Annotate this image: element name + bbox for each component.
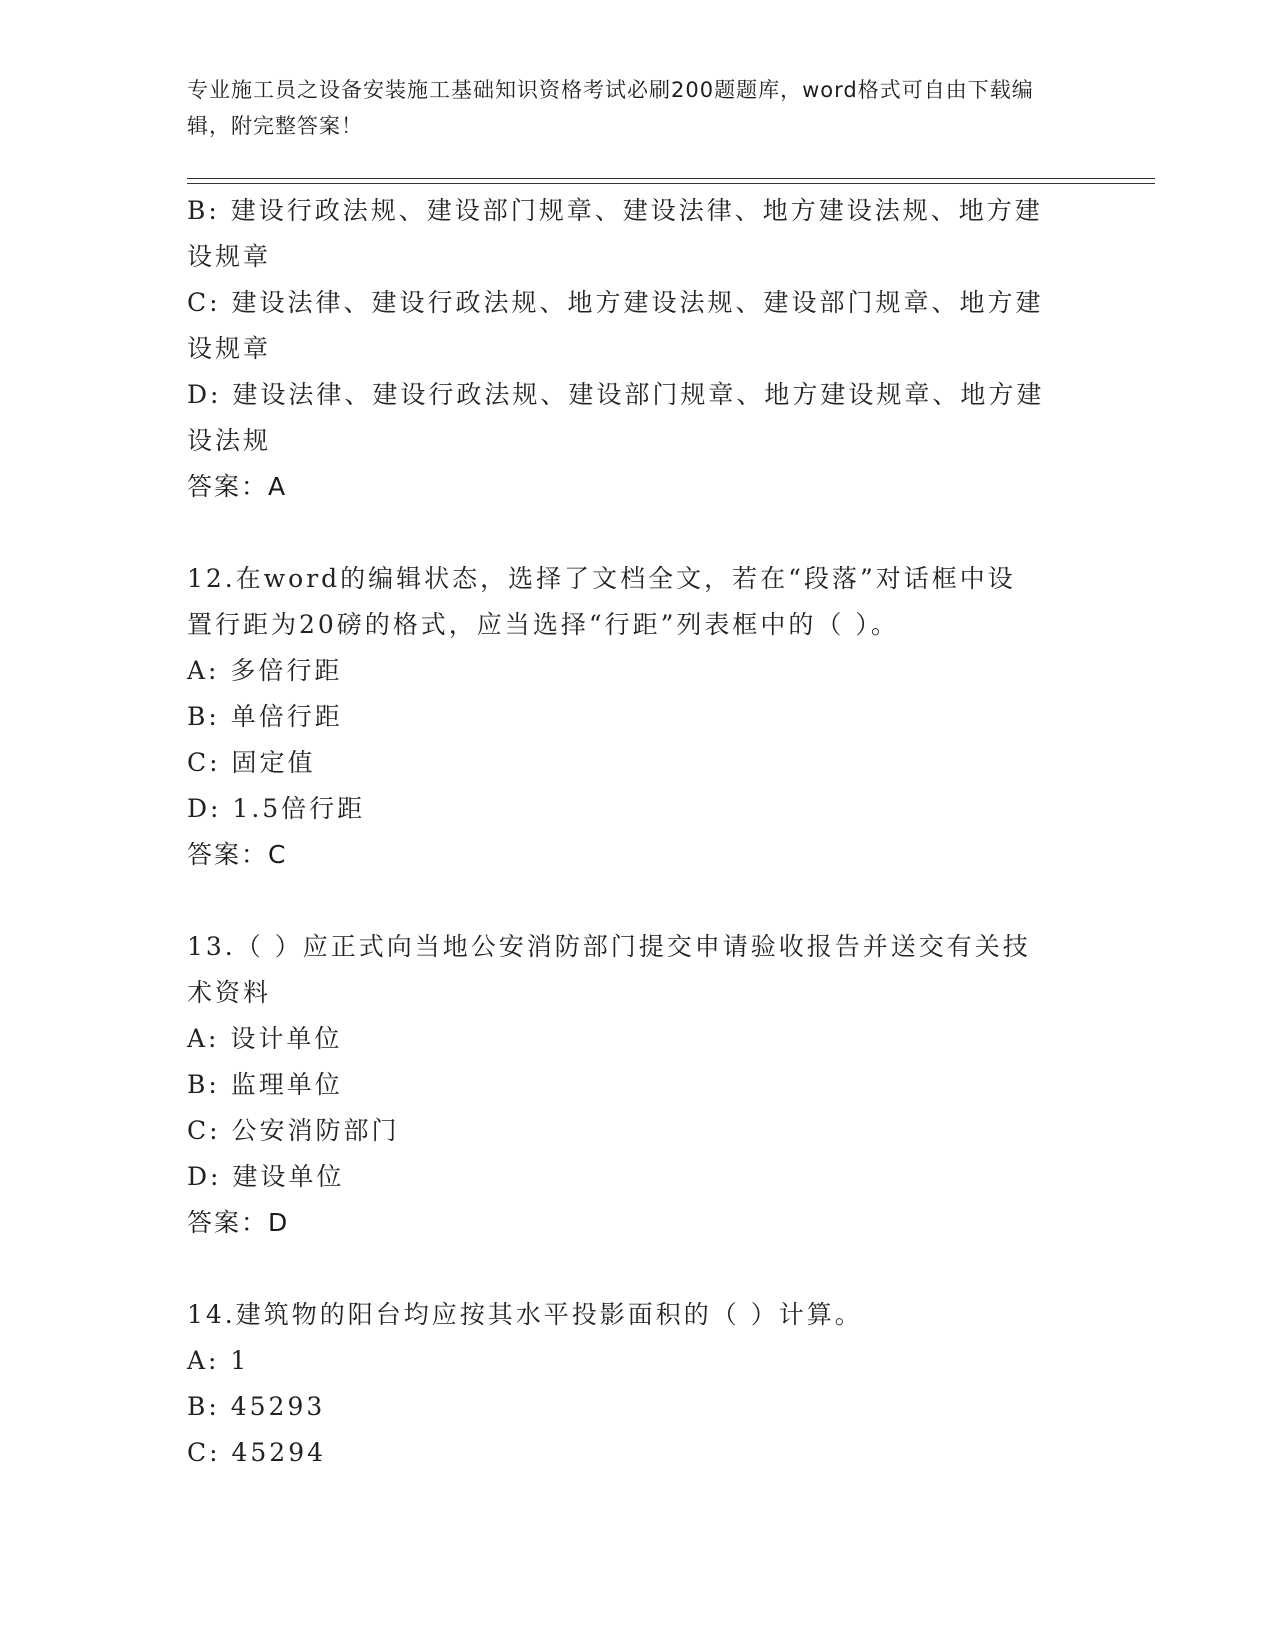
document-body [187,188,1087,1476]
question-stem: 置行距为20磅的格式，应当选择“行距”列表框中的（ ）。 [187,610,899,639]
option-c [187,280,1087,372]
question-14 [187,1292,1087,1476]
question-stem: 14.建筑物的阳台均应按其水平投影面积的（ ）计算。 [187,1300,863,1329]
option-c: C: 公安消防部门 [187,1116,400,1145]
header-text: 专业施工员之设备安装施工基础知识资格考试必刷200题题库，word格式可自由下载编辑，附完整答案！ [187,78,1034,138]
option-d [187,372,1087,464]
question-stem: 术资料 [187,978,272,1007]
option-b: B: 单倍行距 [187,702,343,731]
option-line: B: 建设行政法规、建设部门规章、建设法律、地方建设法规、地方建 [187,196,1043,225]
question-stem: 12.在word的编辑状态，选择了文档全文，若在“段落”对话框中设 [187,564,1016,593]
option-a: A: 多倍行距 [187,656,343,685]
option-line: 设规章 [187,334,272,363]
option-a: A: 1 [187,1346,250,1375]
question-stem: 13.（ ）应正式向当地公安消防部门提交申请验收报告并送交有关技 [187,932,1031,961]
document-header [187,72,1067,144]
answer: 答案：A [187,472,288,501]
option-b [187,188,1087,280]
question-12 [187,556,1087,878]
option-d: D: 1.5倍行距 [187,794,366,823]
header-divider [187,178,1155,184]
question-13 [187,924,1087,1246]
option-line: C: 建设法律、建设行政法规、地方建设法规、建设部门规章、地方建 [187,288,1044,317]
option-c: C: 固定值 [187,748,316,777]
option-d: D: 建设单位 [187,1162,345,1191]
option-line: 设规章 [187,242,272,271]
option-a: A: 设计单位 [187,1024,343,1053]
option-line: 设法规 [187,426,272,455]
answer: 答案：C [187,840,288,869]
question-11-continued [187,188,1087,510]
option-b: B: 监理单位 [187,1070,343,1099]
option-line: D: 建设法律、建设行政法规、建设部门规章、地方建设规章、地方建 [187,380,1045,409]
option-c: C: 45294 [187,1438,327,1467]
answer: 答案：D [187,1208,290,1237]
option-b: B: 45293 [187,1392,326,1421]
